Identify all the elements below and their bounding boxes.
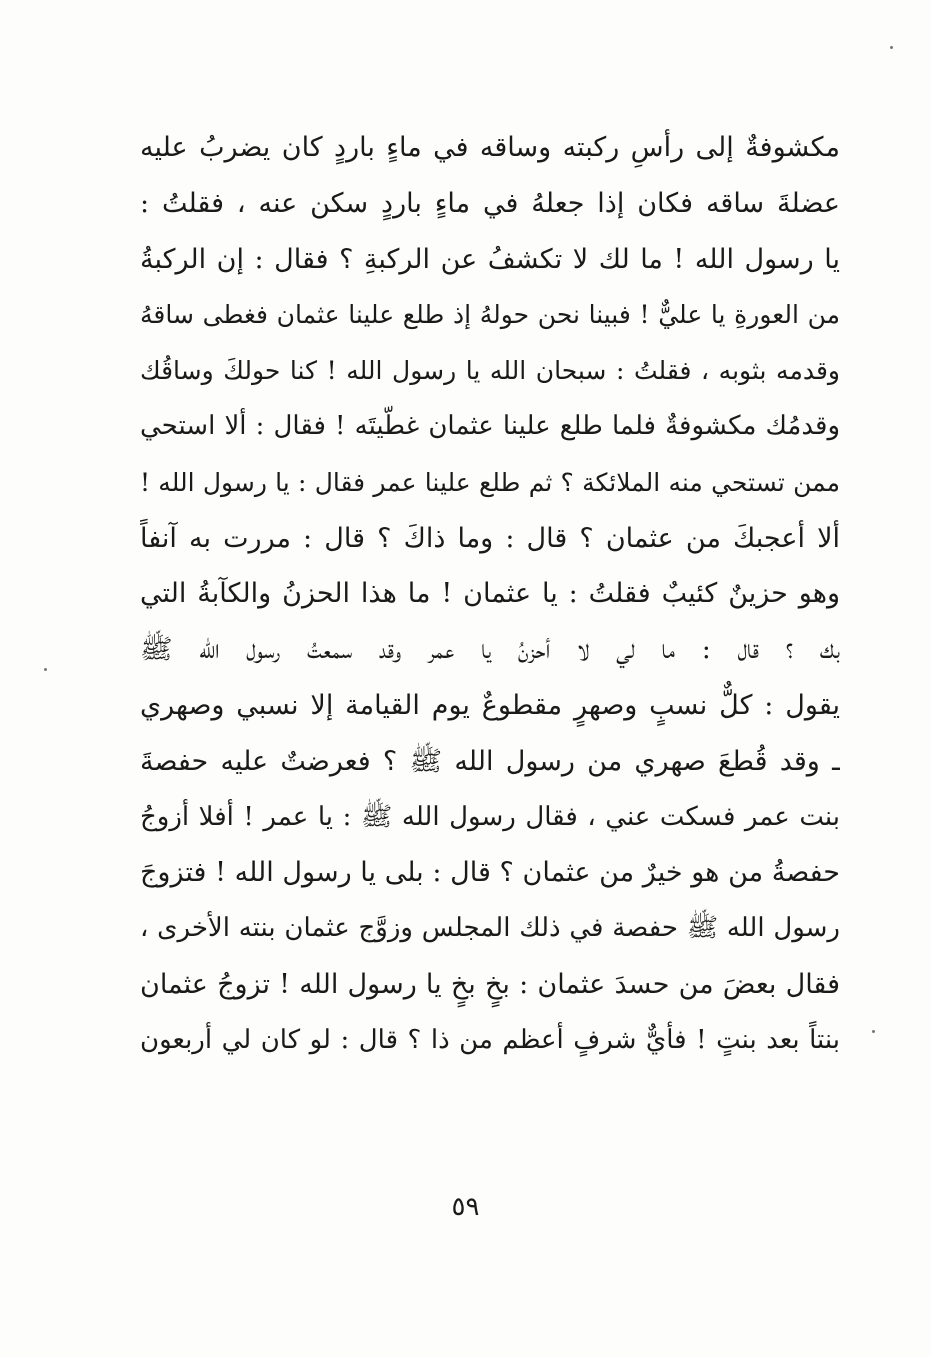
text-line: حفصةُ من هو خيرٌ من عثمان ؟ قال : بلى يا رسول الله ! فتزوجَ (140, 857, 840, 889)
page-number: ٥٩ (451, 1192, 480, 1222)
text-line: فقال بعضَ من حسدَ عثمان : بخٍ بخٍ يا رسول الله ! تزوجُ عثمان (140, 968, 840, 1000)
text-line: بنت عمر فسكت عني ، فقال رسول الله ﷺ : يا عمر ! أفلا أزوجُ (140, 801, 840, 832)
text-line: بنتاً بعد بنتٍ ! فأيٌّ شرفٍ أعظم من ذا ؟ قال : لو كان لي أربعون (140, 1024, 840, 1055)
text-line: وقدمُك مكشوفةٌ فلما طلع علينا عثمان غطّيتَه ! فقال : ألا استحي (140, 410, 840, 441)
text-line: ـ وقد قُطعَ صهري من رسول الله ﷺ ؟ فعرضتٌ عليه حفصةَ (140, 745, 840, 777)
text-line: عضلةَ ساقه فكان إذا جعلهُ في ماءٍ باردٍ سكن عنه ، فقلتُ : (140, 187, 840, 219)
text-line: من العورةِ يا عليٌّ ! فبينا نحن حولهُ إذ طلع علينا عثمان فغطى ساقهُ (140, 300, 840, 330)
text-line: مكشوفةٌ إلى رأسِ ركبته وساقه في ماءٍ باردٍ كان يضربُ عليه (140, 132, 840, 163)
scan-speck (44, 668, 47, 671)
text-line: وهو حزينٌ كئيبٌ فقلتُ : يا عثمان ! ما هذا الحزنُ والكآبةُ التي (140, 578, 840, 610)
text-line: يا رسول الله ! ما لك لا تكشفُ عن الركبةِ ؟ فقال : إن الركبةُ (140, 243, 840, 275)
text-line: ممن تستحي منه الملائكة ؟ ثم طلع علينا عمر فقال : يا رسول الله ! (140, 467, 840, 497)
text-line: وقدمه بثوبه ، فقلتُ : سبحان الله يا رسول الله ! كنا حولكَ وساقُك (140, 356, 840, 386)
text-line: بك ؟ قال : ما لي لا أحزنُ يا عمر وقد سمعتُ رسول الله ﷺ (140, 634, 840, 666)
scan-speck (890, 46, 893, 49)
text-line: يقول : كلٌّ نسبٍ وصهرٍ مقطوعٌ يوم القيامة إلا نسبي وصهري (140, 689, 840, 721)
scan-speck (872, 1030, 875, 1033)
text-line: رسول الله ﷺ حفصة في ذلك المجلس وزوَّج عثمان بنته الأخرى ، (140, 913, 840, 944)
page-body-text (140, 120, 840, 1069)
text-line: ألا أعجبكَ من عثمان ؟ قال : وما ذاكَ ؟ قال : مررت به آنفاً (140, 522, 840, 554)
